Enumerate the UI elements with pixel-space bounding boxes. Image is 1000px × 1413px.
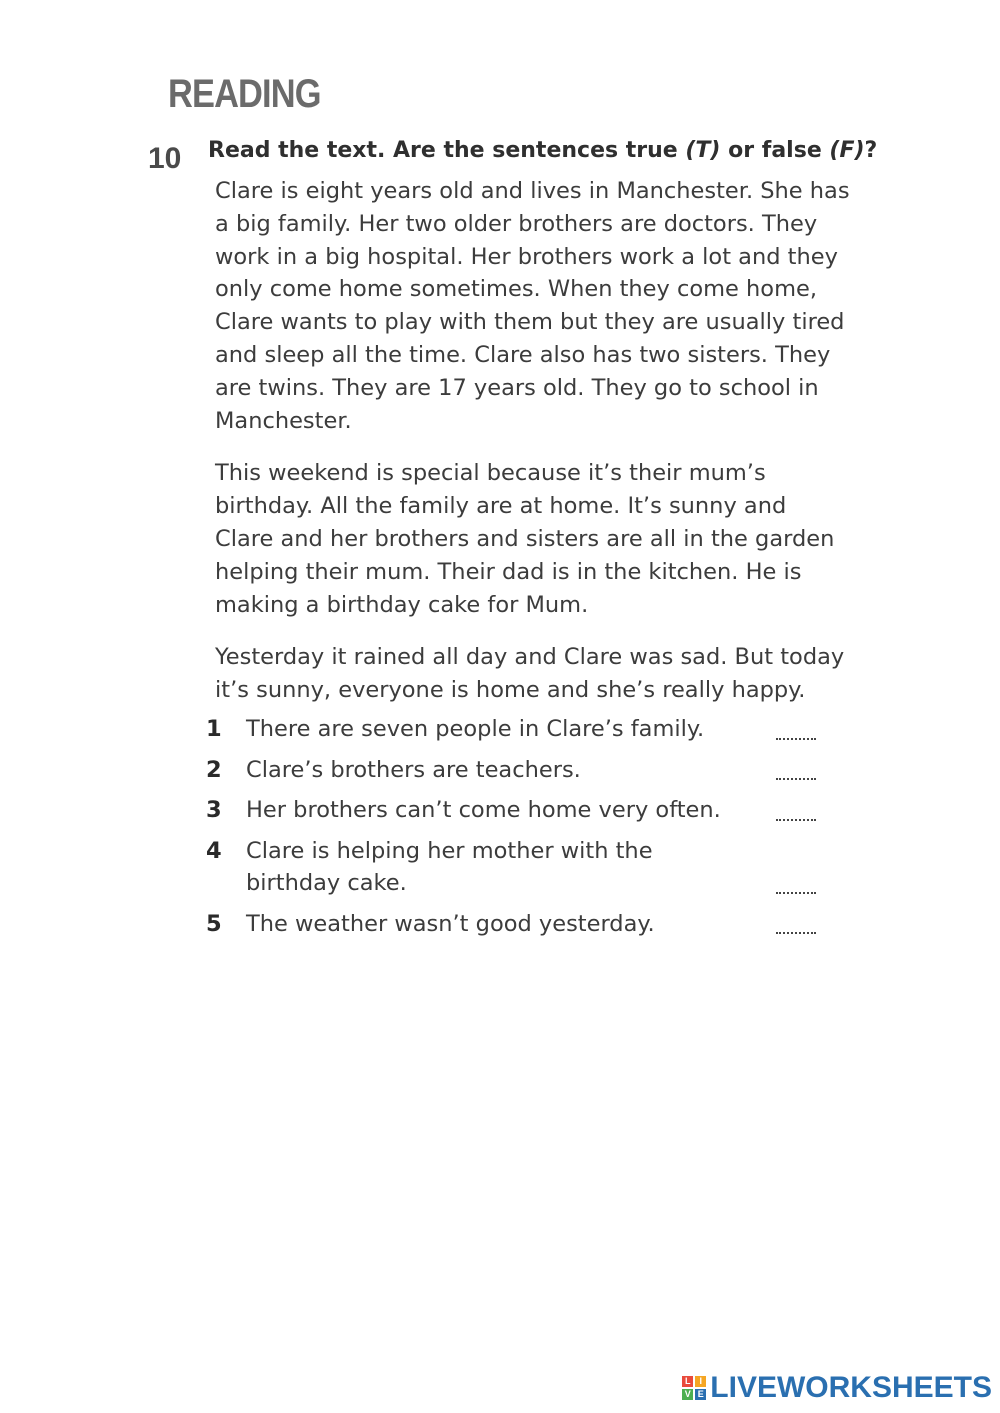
- answer-blank-5[interactable]: [776, 912, 816, 934]
- logo-letter: I: [695, 1376, 706, 1387]
- passage-line: and sleep all the time. Clare also has two sisters. They: [215, 341, 831, 368]
- logo-grid-icon: [682, 1376, 706, 1400]
- passage-line: Clare wants to play with them but they are usually tired: [215, 309, 845, 336]
- statement-row: [206, 835, 816, 900]
- section-title: READING: [168, 72, 321, 116]
- exercise-number: 10: [148, 142, 182, 175]
- statement-list: [206, 713, 816, 948]
- liveworksheets-logo: [682, 1371, 992, 1405]
- statement-row: [206, 754, 816, 787]
- passage-line: it’s sunny, everyone is home and she’s really happy.: [215, 677, 806, 704]
- statement-line: birthday cake.: [246, 870, 407, 896]
- instruction-part2: or false: [720, 138, 830, 163]
- statement-line: Her brothers can’t come home very often.: [246, 797, 721, 823]
- answer-blank-2[interactable]: [776, 758, 816, 780]
- statement-text: [246, 908, 776, 941]
- logo-letter: L: [682, 1376, 693, 1387]
- false-label: (F): [829, 138, 865, 163]
- statement-line: The weather wasn’t good yesterday.: [246, 910, 655, 937]
- passage-line: work in a big hospital. Her brothers work a lot and they: [215, 243, 838, 270]
- instruction: [208, 138, 877, 163]
- statement-number: 1: [206, 716, 222, 742]
- statement-row: [206, 908, 816, 941]
- instruction-part3: ?: [864, 138, 878, 163]
- statement-row: [206, 794, 816, 827]
- reading-passage: [215, 175, 865, 727]
- passage-line: Yesterday it rained all day and Clare was sad. But today: [215, 644, 845, 671]
- passage-line: Clare is eight years old and lives in Manchester. She has: [215, 178, 850, 204]
- passage-line: Manchester.: [215, 407, 352, 434]
- passage-line: making a birthday cake for Mum.: [215, 591, 589, 618]
- logo-letter: E: [695, 1389, 706, 1400]
- answer-blank-1[interactable]: [776, 718, 816, 740]
- passage-line: birthday. All the family are at home. It’s sunny and: [215, 493, 787, 520]
- statement-number: 2: [206, 756, 222, 783]
- answer-blank-3[interactable]: [776, 799, 816, 821]
- statement-number: 5: [206, 910, 222, 937]
- logo-letter: V: [682, 1389, 693, 1400]
- statement-row: [206, 713, 816, 746]
- statement-line: Clare’s brothers are teachers.: [246, 756, 581, 783]
- statement-text: [246, 713, 776, 746]
- statement-line: Clare is helping her mother with the: [246, 837, 653, 864]
- passage-paragraph: [215, 641, 865, 707]
- statement-text: [246, 794, 776, 827]
- true-label: (T): [685, 138, 721, 163]
- passage-paragraph: [215, 175, 865, 437]
- answer-blank-4[interactable]: [776, 872, 816, 894]
- instruction-part1: Read the text. Are the sentences true: [208, 138, 686, 163]
- statement-number: 4: [206, 837, 222, 864]
- logo-text: LIVEWORKSHEETS: [710, 1371, 992, 1404]
- statement-number: 3: [206, 797, 222, 823]
- passage-paragraph: [215, 457, 865, 621]
- passage-line: helping their mum. Their dad is in the kitchen. He is: [215, 558, 802, 585]
- passage-line: only come home sometimes. When they come home,: [215, 276, 817, 303]
- statement-text: [246, 754, 776, 787]
- statement-line: There are seven people in Clare’s family.: [246, 716, 705, 742]
- passage-line: This weekend is special because it’s their mum’s: [215, 460, 766, 487]
- passage-line: are twins. They are 17 years old. They go to school in: [215, 374, 819, 401]
- statement-text: [246, 835, 776, 900]
- passage-line: Clare and her brothers and sisters are all in the garden: [215, 525, 835, 552]
- passage-line: a big family. Her two older brothers are doctors. They: [215, 210, 818, 237]
